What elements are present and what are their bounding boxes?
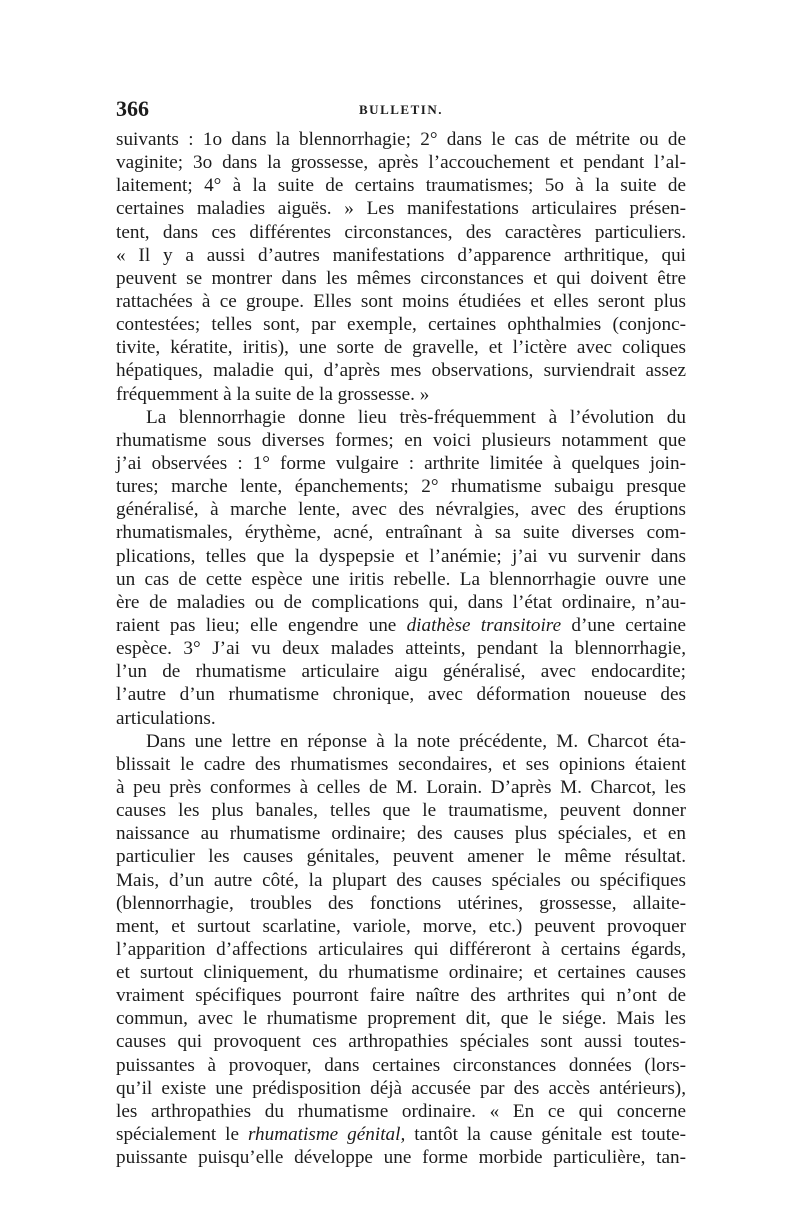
- text-line: blissait le cadre des rhumatismes secondaires, et ses opinions étaient: [116, 753, 686, 775]
- text-line: [116, 1123, 686, 1146]
- text-line: contestées; telles sont, par exemple, certaines ophthalmies (conjonc-: [116, 314, 686, 336]
- text-line: puissante puisqu’elle développe une forme morbide particulière, tan-: [116, 1147, 686, 1169]
- italic-phrase: diathèse transitoire: [406, 614, 562, 636]
- text-line: [116, 614, 686, 637]
- text-line: (blennorrhagie, troubles des fonctions utérines, grossesse, allaite-: [116, 892, 686, 914]
- text-line: généralisé, à marche lente, avec des névralgies, avec des éruptions: [116, 499, 686, 521]
- text-line: La blennorrhagie donne lieu très-fréquemment à l’évolution du: [146, 406, 686, 428]
- text-line: « Il y a aussi d’autres manifestations d’apparence arthritique, qui: [116, 244, 686, 266]
- text-line: tivite, kératite, iritis), une sorte de gravelle, et l’ictère avec coliques: [116, 337, 686, 359]
- text-line: causes les plus banales, telles que le traumatisme, peuvent donner: [116, 800, 686, 822]
- text-segment: spécialement le: [116, 1124, 248, 1146]
- text-line: Dans une lettre en réponse à la note précédente, M. Charcot éta-: [146, 730, 686, 752]
- text-line: tures; marche lente, épanchements; 2° rhumatisme subaigu presque: [116, 476, 686, 498]
- text-line: laitement; 4° à la suite de certains traumatismes; 5o à la suite de: [116, 175, 686, 197]
- page-number: 366: [116, 96, 149, 121]
- text-line: vaginite; 3o dans la grossesse, après l’accouchement et pendant l’al-: [116, 152, 686, 174]
- text-line: suivants : 1o dans la blennorrhagie; 2° dans le cas de métrite ou de: [116, 129, 686, 150]
- text-line: un cas de cette espèce une iritis rebelle. La blennorrhagie ouvre une: [116, 568, 686, 590]
- text-line: particulier les causes génitales, peuvent amener le même résultat.: [116, 846, 686, 868]
- text-line: vraiment spécifiques pourront faire naître des arthrites qui n’ont de: [116, 985, 686, 1007]
- text-line: j’ai observées : 1° forme vulgaire : arthrite limitée à quelques join-: [116, 452, 686, 474]
- text-line: à peu près conformes à celles de M. Lorain. D’après M. Charcot, les: [116, 776, 686, 798]
- text-line: ère de maladies ou de complications qui, dans l’état ordinaire, n’au-: [116, 591, 686, 613]
- text-line: qu’il existe une prédisposition déjà accusée par des accès antérieurs),: [116, 1077, 686, 1099]
- body-text: [116, 128, 686, 1169]
- text-line: les arthropathies du rhumatisme ordinaire. « En ce qui concerne: [116, 1100, 686, 1122]
- text-line: fréquemment à la suite de la grossesse. »: [116, 383, 430, 405]
- text-line: l’apparition d’affections articulaires qui différeront à certains égards,: [116, 938, 686, 960]
- text-line: plications, telles que la dyspepsie et l’anémie; j’ai vu survenir dans: [116, 545, 686, 567]
- text-line: tent, dans ces différentes circonstances, des caractères particuliers.: [116, 221, 686, 243]
- text-line: et surtout cliniquement, du rhumatisme ordinaire; et certaines causes: [116, 962, 686, 984]
- text-segment: raient pas lieu; elle engendre une: [116, 614, 407, 636]
- text-line: certaines maladies aiguës. » Les manifestations articulaires présen-: [116, 198, 686, 220]
- text-line: articulations.: [116, 707, 216, 729]
- text-line: peuvent se montrer dans les mêmes circonstances et qui doivent être: [116, 267, 686, 289]
- italic-phrase: rhumatisme génital,: [247, 1124, 406, 1146]
- text-line: l’autre d’un rhumatisme chronique, avec déformation noueuse des: [116, 684, 686, 706]
- text-line: puissantes à provoquer, dans certaines circonstances données (lors-: [116, 1054, 686, 1076]
- text-line: causes qui provoquent ces arthropathies spéciales sont aussi toutes-: [116, 1031, 686, 1053]
- text-segment: d’une certaine: [561, 614, 686, 636]
- text-segment: tantôt la cause génitale est toute-: [405, 1124, 686, 1146]
- text-line: rhumatismales, érythème, acné, entraînant à sa suite diverses com-: [116, 522, 686, 544]
- running-title: BULLETIN.: [359, 102, 443, 117]
- text-line: commun, avec le rhumatisme proprement dit, que le siége. Mais les: [116, 1008, 686, 1030]
- text-line: Mais, d’un autre côté, la plupart des causes spéciales ou spécifiques: [116, 869, 686, 891]
- page-header: [116, 96, 686, 126]
- text-line: naissance au rhumatisme ordinaire; des causes plus spéciales, et en: [116, 823, 686, 845]
- text-line: ment, et surtout scarlatine, variole, morve, etc.) peuvent provoquer: [116, 915, 686, 937]
- text-line: rhumatisme sous diverses formes; en voici plusieurs notamment que: [116, 429, 686, 451]
- text-line: espèce. 3° J’ai vu deux malades atteints, pendant la blennorrhagie,: [116, 638, 686, 660]
- text-line: rattachées à ce groupe. Elles sont moins étudiées et elles seront plus: [116, 290, 686, 312]
- text-line: hépatiques, maladie qui, d’après mes observations, surviendrait assez: [116, 360, 686, 382]
- text-line: l’un de rhumatisme articulaire aigu généralisé, avec endocardite;: [116, 661, 686, 683]
